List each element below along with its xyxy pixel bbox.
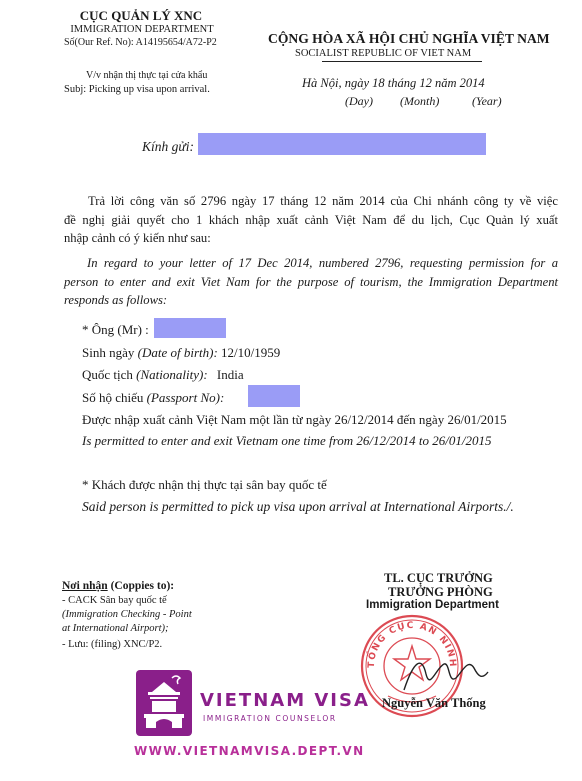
- signature-title: TL. CỤC TRƯỞNG: [384, 571, 493, 585]
- copies-item-en: (Immigration Checking - Point: [62, 609, 192, 620]
- body-vn-line: đề nghị giải quyết cho 1 khách nhập xuất cảnh Việt Nam để du lịch, Cục Quản lý xuất: [64, 212, 558, 227]
- body-en: [64, 254, 558, 310]
- body-vn: [64, 192, 558, 248]
- subject-en: Subj: Picking up visa upon arrival.: [64, 84, 210, 95]
- republic-name: CỘNG HÒA XÃ HỘI CHỦ NGHĨA VIỆT NAM: [268, 31, 550, 46]
- body-vn-line: nhập cảnh có ý kiến như sau:: [64, 231, 211, 245]
- copies-item: - CACK Sân bay quốc tế: [62, 595, 167, 606]
- dob-label-en: (Date of birth):: [137, 345, 218, 360]
- passport-label-en: (Passport No):: [146, 390, 225, 405]
- vietnam-visa-logo: [136, 670, 370, 736]
- month-label: (Month): [400, 94, 440, 108]
- pickup-vn: * Khách được nhận thị thực tại sân bay quốc tế: [82, 477, 327, 492]
- body-vn-line: Trả lời công văn số 2796 ngày 17 tháng 12 năm 2014 của Chi nhánh công ty về việc: [88, 194, 558, 208]
- copies-title-vn: Nơi nhận: [62, 580, 108, 592]
- signer-name: Nguyễn Văn Thống: [382, 696, 486, 710]
- pickup-en: Said person is permitted to pick up visa upon arrival at International Airports./.: [82, 499, 514, 514]
- dob-value: 12/10/1959: [221, 345, 281, 360]
- signature-department: Immigration Department: [366, 599, 499, 611]
- vietnam-visa-tagline: IMMIGRATION COUNSELOR: [203, 714, 337, 723]
- agency-name: CỤC QUẢN LÝ XNC: [79, 8, 203, 23]
- passport-row: [82, 390, 224, 406]
- header-underline: [322, 61, 482, 62]
- body-en-line: In regard to your letter of 17 Dec 2014, numbered 2796, requesting permission for a: [87, 256, 558, 270]
- copies-title-en: (Coppies to):: [110, 580, 175, 592]
- day-label: (Day): [345, 94, 373, 108]
- passport-label: Số hộ chiếu: [82, 390, 144, 405]
- gate-logo-icon: [136, 670, 192, 736]
- body-en-line: responds as follows:: [64, 293, 168, 307]
- nationality-label: Quốc tịch: [82, 367, 133, 382]
- body-en-line: person to enter and exit Viet Nam for the purpose of tourism, the Immigration Department: [64, 274, 558, 289]
- dob-row: [82, 345, 280, 361]
- passport-redaction: [248, 385, 300, 407]
- vietnam-visa-brand: VIETNAM VISA: [200, 690, 370, 711]
- signature-scribble-icon: [400, 650, 490, 698]
- signature-title: TRƯỞNG PHÒNG: [388, 585, 493, 599]
- republic-name-en: SOCIALIST REPUBLIC OF VIET NAM: [295, 48, 472, 59]
- nationality-label-en: (Nationality):: [136, 367, 208, 382]
- year-label: (Year): [472, 94, 502, 108]
- permit-vn: Được nhập xuất cảnh Việt Nam một lần từ ngày 26/12/2014 đến ngày 26/01/2015: [82, 412, 507, 427]
- recipient-label: Kính gửi:: [142, 139, 194, 154]
- nationality-value: India: [216, 367, 244, 382]
- copies-item: - Lưu: (filing) XNC/P2.: [62, 639, 163, 650]
- vietnam-visa-url: WWW.VIETNAMVISA.DEPT.VN: [134, 744, 365, 758]
- agency-name-en: IMMIGRATION DEPARTMENT: [70, 24, 214, 35]
- permit-en: Is permitted to enter and exit Vietnam one time from 26/12/2014 to 26/01/2015: [82, 433, 492, 448]
- copies-title: [62, 580, 174, 592]
- seal-text: TỔNG CỤC AN NINH: [366, 620, 458, 669]
- subject-vn: V/v nhận thị thực tại cửa khẩu: [86, 70, 208, 81]
- recipient-redaction: [198, 133, 486, 155]
- name-label: * Ông (Mr) :: [82, 322, 149, 337]
- copies-item-en: at International Airport);: [62, 623, 169, 634]
- reference-number: Số(Our Ref. No): A14195654/A72-P2: [64, 37, 217, 48]
- dob-label: Sinh ngày: [82, 345, 135, 360]
- name-redaction: [154, 318, 226, 338]
- nationality-row: [82, 367, 244, 383]
- date-line: Hà Nội, ngày 18 tháng 12 năm 2014: [302, 76, 485, 90]
